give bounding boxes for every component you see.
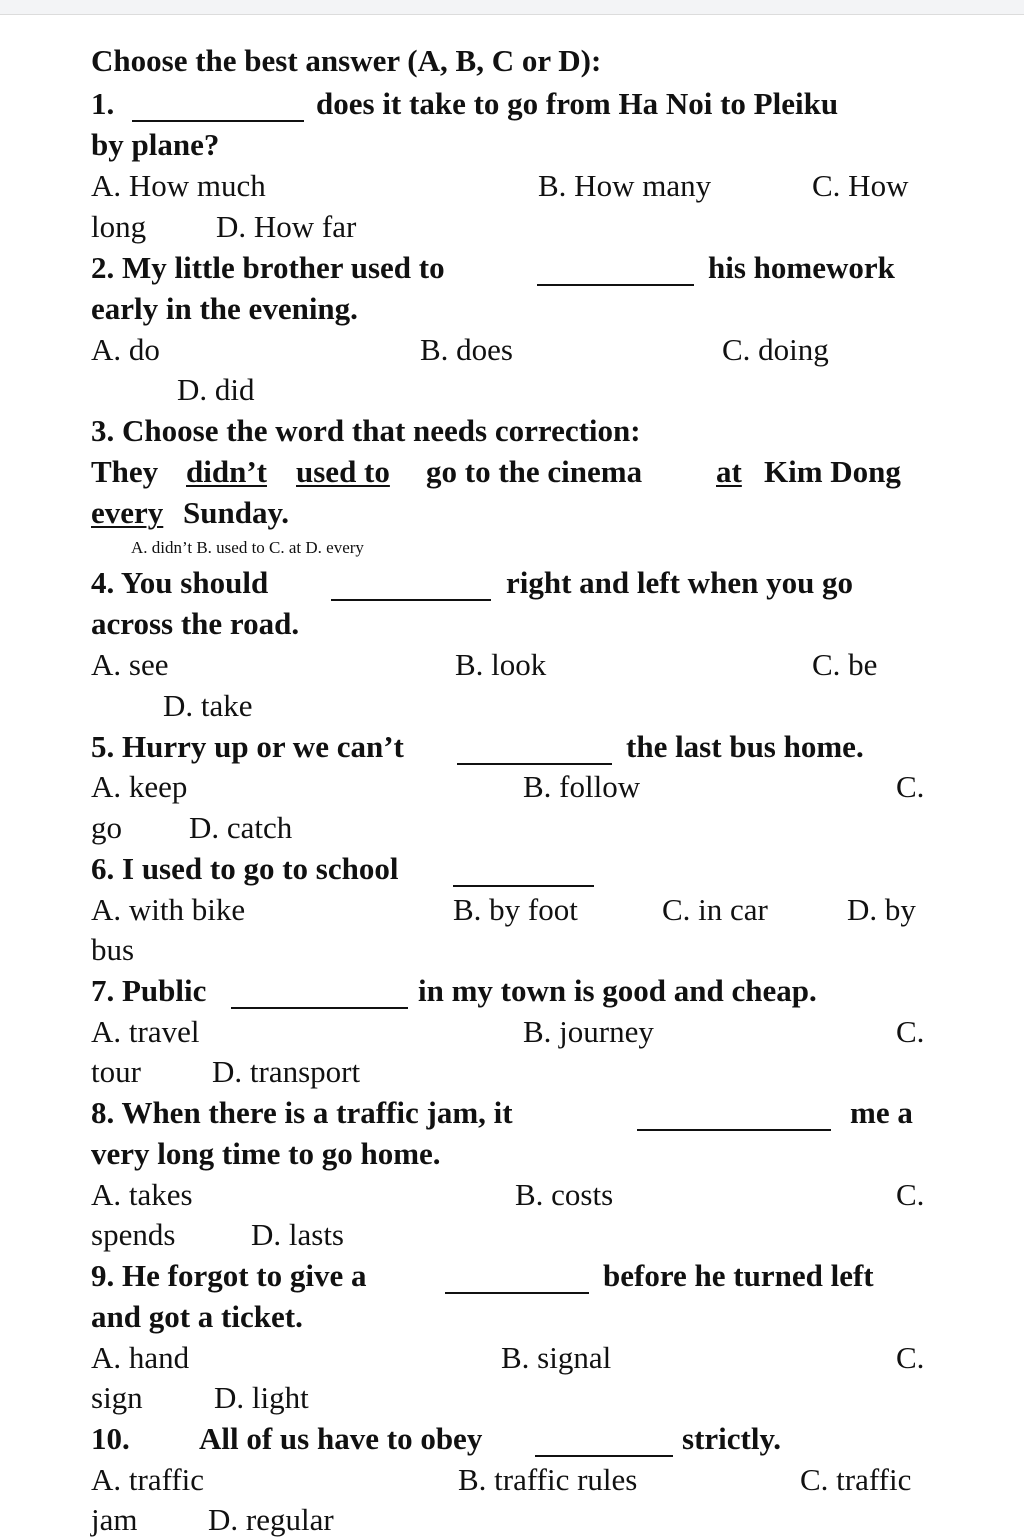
q4-blank [331,599,491,601]
q4-option-a: A. see [91,647,169,682]
q5-option-d: D. catch [189,810,293,845]
q2-option-b: B. does [420,332,513,367]
q4-text-line1-end: right and left when you go [506,565,854,600]
q2-option-d: D. did [177,372,255,407]
q3-underlined-used-to: used to [296,454,390,489]
q2-text-line1-end: his homework [708,250,895,285]
q9-text-line1-start: 9. He forgot to give a [91,1258,367,1293]
q4-text-line2: across the road. [91,606,300,641]
q2-option-c: C. doing [722,332,829,367]
q1-blank [132,120,304,122]
q5-text-end: the last bus home. [626,729,864,764]
q8-option-a: A. takes [91,1177,193,1212]
q8-option-d: D. lasts [251,1217,344,1252]
q7-option-c-tail: tour [91,1054,141,1089]
q1-text-line1: does it take to go from Ha Noi to Pleiku [316,86,839,121]
q6-option-d-head: D. by [847,892,916,927]
q1-option-c-tail: long [91,209,147,244]
q3-word-sunday: Sunday. [183,495,290,530]
q8-option-c-head: C. [896,1177,925,1212]
q9-option-a: A. hand [91,1340,190,1375]
q10-blank [535,1455,673,1457]
q8-text-line2: very long time to go home. [91,1136,441,1171]
q6-option-d-tail: bus [91,932,135,967]
q1-option-d: D. How far [216,209,357,244]
q1-option-c-head: C. How [812,168,909,203]
q4-option-b: B. look [455,647,547,682]
q3-options: A. didn’t B. used to C. at D. every [131,538,364,557]
q5-option-b: B. follow [523,769,641,804]
q2-text-line2: early in the evening. [91,291,358,326]
q9-text-line1-end: before he turned left [603,1258,874,1293]
q3-prompt: 3. Choose the word that needs correction: [91,413,641,448]
q9-option-b: B. signal [501,1340,612,1375]
q6-option-c: C. in car [662,892,768,927]
q2-option-a: A. do [91,332,160,367]
q2-text-line1-start: 2. My little brother used to [91,250,445,285]
q10-option-d: D. regular [208,1502,334,1537]
q8-blank [637,1129,831,1131]
q5-blank [457,763,612,765]
q4-option-c: C. be [812,647,878,682]
q7-option-a: A. travel [91,1014,200,1049]
q3-words-go-to-cinema: go to the cinema [426,454,643,489]
q3-underlined-every: every [91,495,164,530]
q10-option-a: A. traffic [91,1462,205,1497]
q5-option-c-tail: go [91,810,122,845]
q8-text-line1-start: 8. When there is a traffic jam, it [91,1095,513,1130]
q8-option-b: B. costs [515,1177,614,1212]
q10-text-start: All of us have to obey [199,1421,483,1456]
q10-option-c-tail: jam [91,1502,138,1537]
q7-blank [231,1007,408,1009]
q7-text-end: in my town is good and cheap. [418,973,817,1008]
q9-option-d: D. light [214,1380,309,1415]
q10-text-end: strictly. [682,1421,781,1456]
q6-option-b: B. by foot [453,892,578,927]
q2-blank [537,284,694,286]
q5-option-c-head: C. [896,769,925,804]
q7-option-b: B. journey [523,1014,654,1049]
q9-blank [445,1292,589,1294]
q8-text-line1-end: me a [850,1095,913,1130]
q10-number: 10. [91,1421,130,1456]
q1-option-a: A. How much [91,168,266,203]
q7-text-start: 7. Public [91,973,207,1008]
q9-text-line2: and got a ticket. [91,1299,303,1334]
q6-option-a: A. with bike [91,892,246,927]
q6-text: 6. I used to go to school [91,851,399,886]
q9-option-c-tail: sign [91,1380,143,1415]
q4-option-d: D. take [163,688,253,723]
q1-option-b: B. How many [538,168,712,203]
instruction-heading: Choose the best answer (A, B, C or D): [91,43,602,78]
q10-option-b: B. traffic rules [458,1462,638,1497]
q6-blank [453,885,594,887]
q4-text-line1-start: 4. You should [91,565,269,600]
q8-option-c-tail: spends [91,1217,176,1252]
q5-option-a: A. keep [91,769,188,804]
q7-option-c-head: C. [896,1014,925,1049]
q1-text-line2: by plane? [91,127,220,162]
q3-words-kim-dong: Kim Dong [764,454,901,489]
q5-text-start: 5. Hurry up or we can’t [91,729,404,764]
q10-option-c-head: C. traffic [800,1462,912,1497]
q1-number: 1. [91,86,115,121]
q7-option-d: D. transport [212,1054,361,1089]
browser-top-bar [0,0,1024,15]
q9-option-c-head: C. [896,1340,925,1375]
q3-word-they: They [91,454,159,489]
q3-underlined-at: at [716,454,742,489]
q3-underlined-didnt: didn’t [186,454,267,489]
